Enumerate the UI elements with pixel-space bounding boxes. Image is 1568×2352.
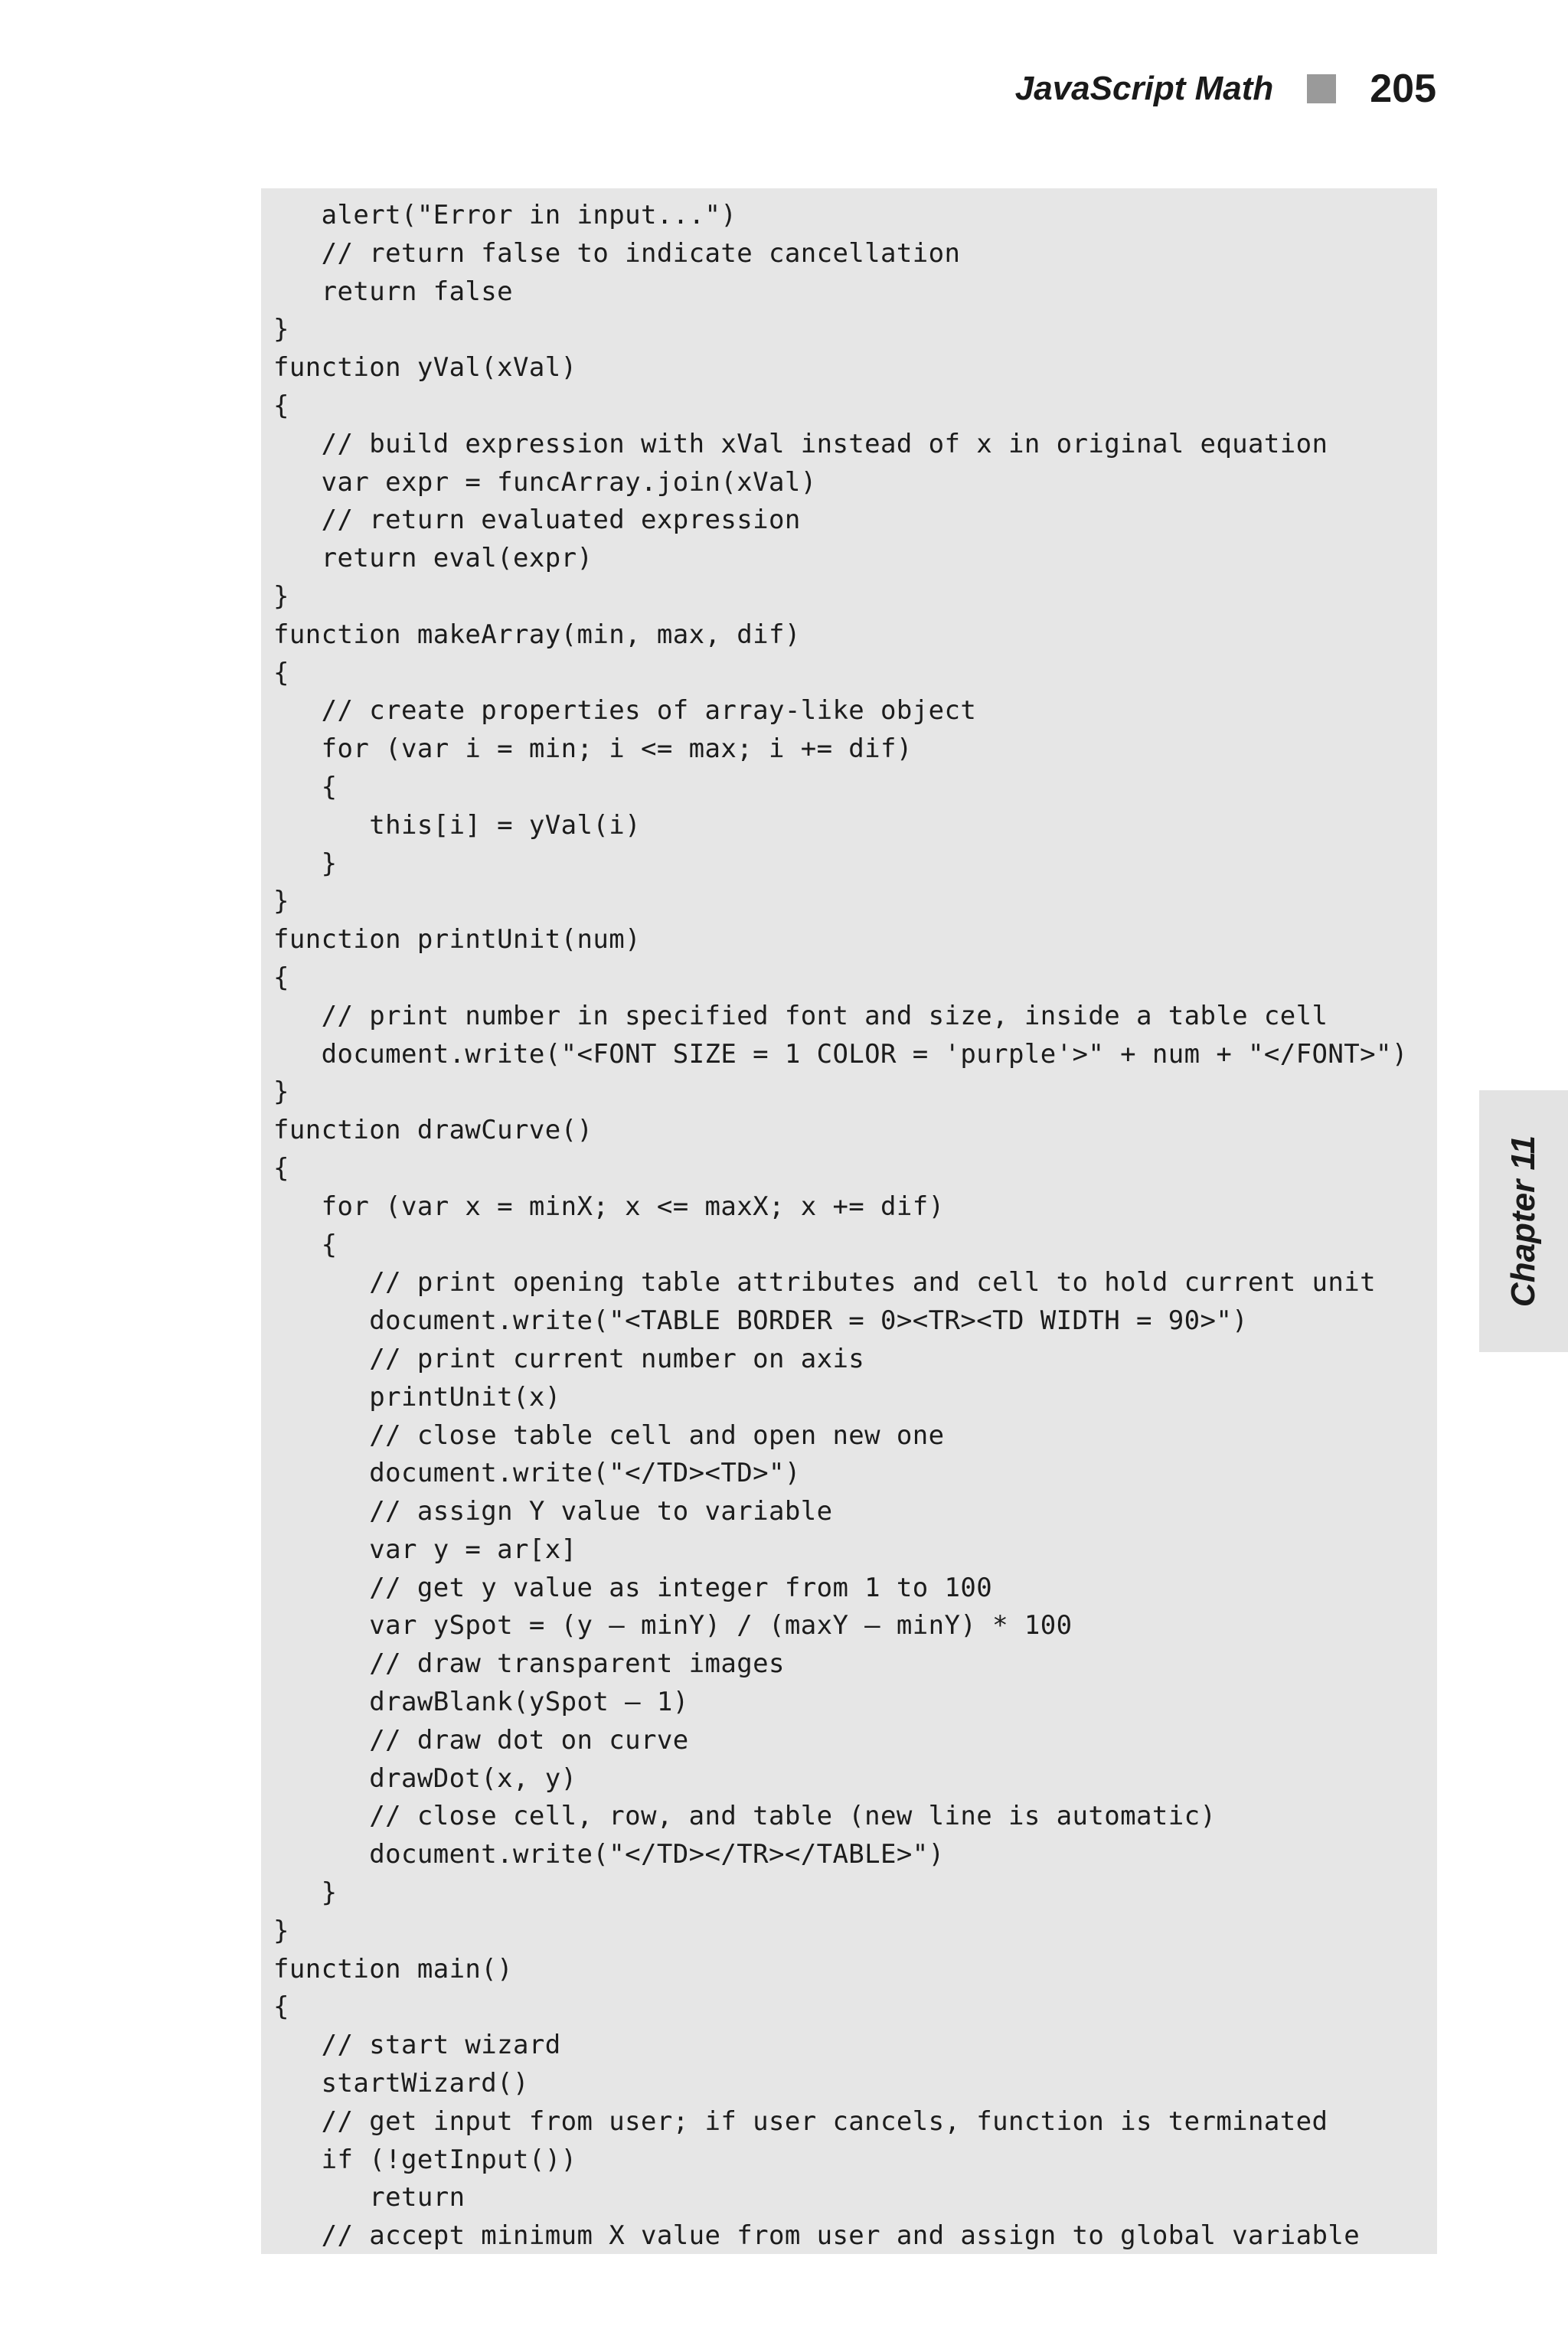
code-line: document.write("</TD></TR></TABLE>") — [273, 1839, 945, 1870]
code-line: var ySpot = (y – minY) / (maxY – minY) * 100 — [273, 1610, 1073, 1642]
code-line: startWizard() — [273, 2068, 529, 2099]
code-line: // start wizard — [273, 2030, 561, 2061]
code-line: document.write("<TABLE BORDER = 0><TR><TD WIDTH = 90>") — [273, 1305, 1249, 1337]
code-line: } — [273, 1877, 338, 1909]
page-number: 205 — [1370, 67, 1436, 111]
running-title: JavaScript Math — [1014, 70, 1274, 107]
code-line: var y = ar[x] — [273, 1534, 577, 1565]
code-line: document.write("<FONT SIZE = 1 COLOR = 'purple'>" + num + "</FONT>") — [273, 1038, 1408, 1070]
code-line: } — [273, 580, 289, 612]
code-line: return eval(expr) — [273, 543, 593, 574]
running-head — [1015, 66, 1436, 112]
code-line: var expr = funcArray.join(xVal) — [273, 466, 817, 498]
code-line: this[i] = yVal(i) — [273, 809, 642, 841]
code-line: function yVal(xVal) — [273, 352, 577, 384]
code-line: { — [273, 1229, 338, 1260]
code-line: { — [273, 657, 289, 688]
code-line: return false — [273, 276, 514, 307]
code-line: } — [273, 886, 289, 917]
code-line: } — [273, 1076, 289, 1108]
code-line: // draw transparent images — [273, 1648, 785, 1680]
code-line: function printUnit(num) — [273, 924, 642, 956]
code-line: { — [273, 390, 289, 421]
header-square-marker — [1307, 74, 1336, 103]
code-line: { — [273, 962, 289, 993]
code-line: alert("Error in input...") — [273, 200, 737, 230]
code-line: // create properties of array-like object — [273, 695, 977, 727]
code-listing — [261, 188, 1437, 2254]
code-line: function drawCurve() — [273, 1115, 593, 1146]
code-line: function makeArray(min, max, dif) — [273, 619, 801, 650]
chapter-tab — [1479, 1090, 1568, 1352]
code-line: // assign Y value to variable — [273, 1496, 833, 1527]
code-line: // return evaluated expression — [273, 505, 801, 536]
code-line: { — [273, 771, 338, 802]
code-line: { — [273, 1152, 289, 1184]
code-line: // print opening table attributes and cell to hold current unit — [273, 1267, 1377, 1298]
code-line: for (var x = minX; x <= maxX; x += dif) — [273, 1191, 945, 1222]
chapter-label: Chapter 11 — [1504, 1135, 1542, 1308]
code-line: function main() — [273, 1953, 514, 1984]
code-line: document.write("</TD><TD>") — [273, 1458, 801, 1489]
code-line: for (var i = min; i <= max; i += dif) — [273, 733, 913, 765]
code-line: printUnit(x) — [273, 1381, 561, 1413]
code-line: // get input from user; if user cancels, function is terminated — [273, 2105, 1328, 2137]
code-line: // get y value as integer from 1 to 100 — [273, 1572, 993, 1603]
code-line: // print current number on axis — [273, 1343, 865, 1374]
code-line: // return false to indicate cancellation — [273, 237, 961, 269]
code-line: // draw dot on curve — [273, 1724, 689, 1756]
code-line: // build expression with xVal instead of x in original equation — [273, 428, 1328, 459]
code-line: // print number in specified font and size, inside a table cell — [273, 1000, 1328, 1031]
code-line: if (!getInput()) — [273, 2144, 577, 2175]
code-line: return — [273, 2182, 466, 2213]
code-line: } — [273, 848, 338, 879]
code-line: drawBlank(ySpot – 1) — [273, 1687, 689, 1718]
code-line: } — [273, 1915, 289, 1946]
code-line: } — [273, 314, 289, 345]
code-line: { — [273, 1991, 289, 2023]
code-line: // close table cell and open new one — [273, 1419, 945, 1451]
code-line: drawDot(x, y) — [273, 1762, 577, 1794]
code-line: // accept minimum X value from user and assign to global variable — [273, 2220, 1361, 2252]
code-line: // close cell, row, and table (new line is automatic) — [273, 1801, 1217, 1832]
